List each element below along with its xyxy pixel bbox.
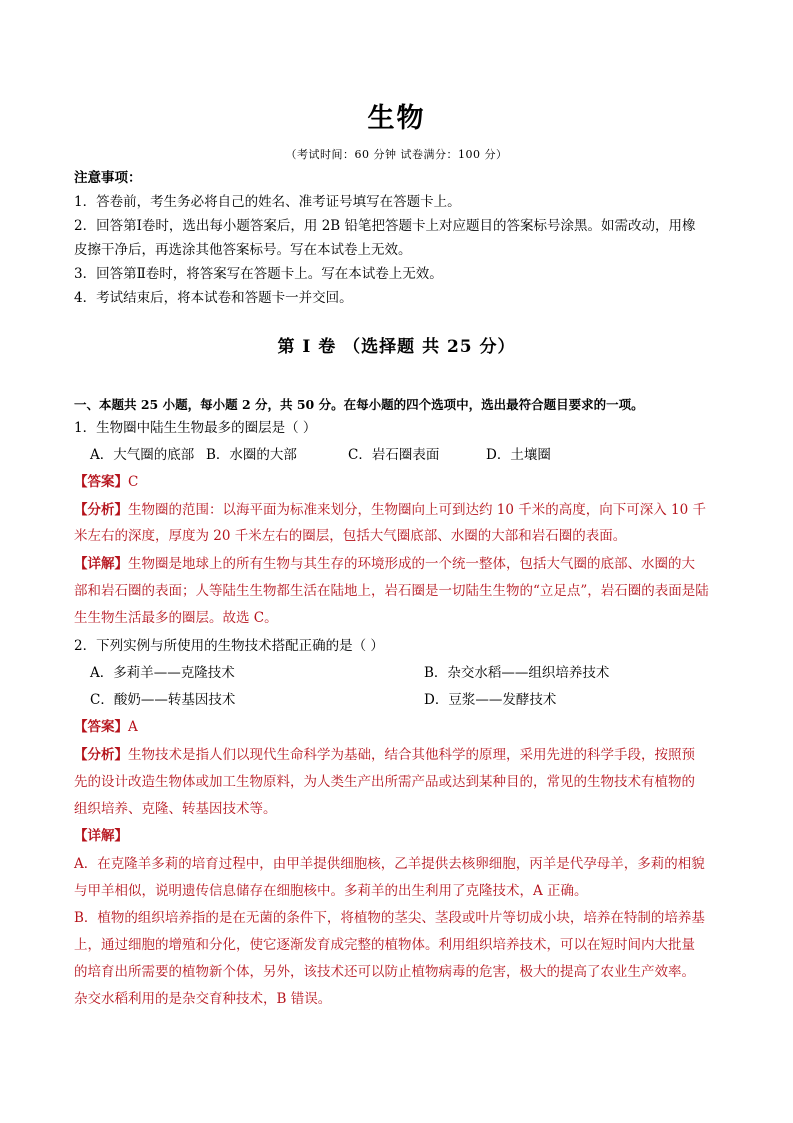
analysis-tag: 【分析】 [74,502,128,518]
detail-tag: 【详解】 [74,556,128,572]
detail-text: B．植物的组织培养指的是在无菌的条件下，将植物的茎尖、茎段或叶片等切成小块，培养在特制的培养基 [74,910,705,926]
answer-row [74,474,724,490]
section-title: 第 I 卷 （选择题 共 25 分） [277,337,516,357]
analysis-row [74,502,724,518]
option-d: D．土壤圈 [486,447,551,463]
notes-line: 皮擦干净后，再选涂其他答案标号。写在本试卷上无效。 [74,242,412,258]
analysis-text: 生物技术是指人们以现代生命科学为基础，结合其他科学的原理，采用先进的科学手段，按照预 [128,747,695,763]
option-c: C．岩石圈表面 [348,447,440,463]
exam-info: （考试时间：60 分钟 试卷满分：100 分） [285,148,508,161]
answer-value: C [128,474,139,490]
analysis-text: 米左右的深度，厚度为 20 千米左右的圈层，包括大气圈底部、水圈的大部和岩石圈的表面。 [74,528,627,544]
detail-text: 杂交水稻利用的是杂交育种技术，B 错误。 [74,991,332,1007]
detail-text: 部和岩石圈的表面；人等陆生生物都生活在陆地上，岩石圈是一切陆生生物的“立足点”，岩石圈的表面是陆 [74,583,709,599]
notes-line: 3．回答第Ⅱ卷时，将答案写在答题卡上。写在本试卷上无效。 [74,266,443,282]
option-b: B．杂交水稻——组织培养技术 [424,665,610,681]
detail-text: 生物圈是地球上的所有生物与其生存的环境形成的一个统一整体，包括大气圈的底部、水圈的大 [128,556,695,572]
detail-text: 的培育出所需要的植物新个体，另外，该技术还可以防止植物病毒的危害，极大的提高了农业生产效率。 [74,964,695,980]
analysis-text: 生物圈的范围：以海平面为标准来划分，生物圈向上可到达约 10 千米的高度，向下可深入 10 千 [128,502,707,518]
answer-tag: 【答案】 [74,719,128,735]
page-title: 生物 [367,103,426,134]
notes-heading: 注意事项： [74,170,142,186]
detail-text: 上，通过细胞的增殖和分化，使它逐渐发育成完整的植物体。利用组织培养技术，可以在短时间内大批量 [74,937,695,953]
answer-tag: 【答案】 [74,474,128,490]
detail-row [74,556,724,572]
answer-value: A [128,719,138,735]
analysis-text: 先的设计改造生物体或加工生物原料，为人类生产出所需产品或达到某种目的，常见的生物技术有植物的 [74,774,695,790]
option-a: A．多莉羊——克隆技术 [90,665,235,681]
notes-line: 4．考试结束后，将本试卷和答题卡一并交回。 [74,290,353,306]
question-stem: 1．生物圈中陆生生物最多的圈层是（ ） [74,420,317,436]
analysis-text: 组织培养、克隆、转基因技术等。 [74,801,277,817]
analysis-tag: 【分析】 [74,747,128,763]
question-stem: 2．下列实例与所使用的生物技术搭配正确的是（ ） [74,638,384,654]
option-c: C．酸奶——转基因技术 [90,692,236,708]
analysis-row [74,747,724,763]
detail-tag: 【详解】 [74,828,128,844]
section-instruction: 一、本题共 25 小题，每小题 2 分，共 50 分。在每小题的四个选项中，选出最符合题目要求的一项。 [74,397,644,412]
notes-line: 2．回答第Ⅰ卷时，选出每小题答案后，用 2B 铅笔把答题卡上对应题目的答案标号涂黑。如需改动，用橡 [74,218,696,234]
answer-row [74,719,724,735]
option-a: A．大气圈的底部 [90,447,195,463]
detail-text: 生生物生活最多的圈层。故选 C。 [74,610,278,626]
option-d: D．豆浆——发酵技术 [424,692,557,708]
option-b: B．水圈的大部 [206,447,297,463]
detail-text: 与甲羊相似，说明遗传信息储存在细胞核中。多莉羊的出生利用了克隆技术，A 正确。 [74,883,588,899]
notes-line: 1．答卷前，考生务必将自己的姓名、准考证号填写在答题卡上。 [74,194,461,210]
detail-text: A．在克隆羊多莉的培育过程中，由甲羊提供细胞核，乙羊提供去核卵细胞，丙羊是代孕母羊，多莉的相貌 [74,856,705,872]
